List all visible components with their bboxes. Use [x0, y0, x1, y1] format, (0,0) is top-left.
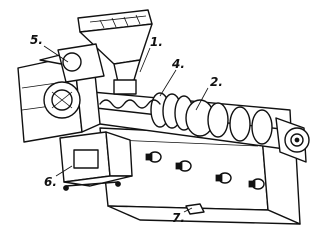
motor [58, 44, 104, 82]
foot-switch [186, 204, 204, 214]
label-6: 6. [44, 175, 57, 189]
label-2: 2. [210, 75, 223, 89]
label-1: 1. [150, 35, 163, 49]
label-7: 7. [172, 211, 185, 225]
drive-pulley [44, 82, 80, 118]
gearbox [18, 44, 104, 142]
label-5: 5. [30, 33, 43, 47]
label-4: 4. [172, 57, 185, 71]
